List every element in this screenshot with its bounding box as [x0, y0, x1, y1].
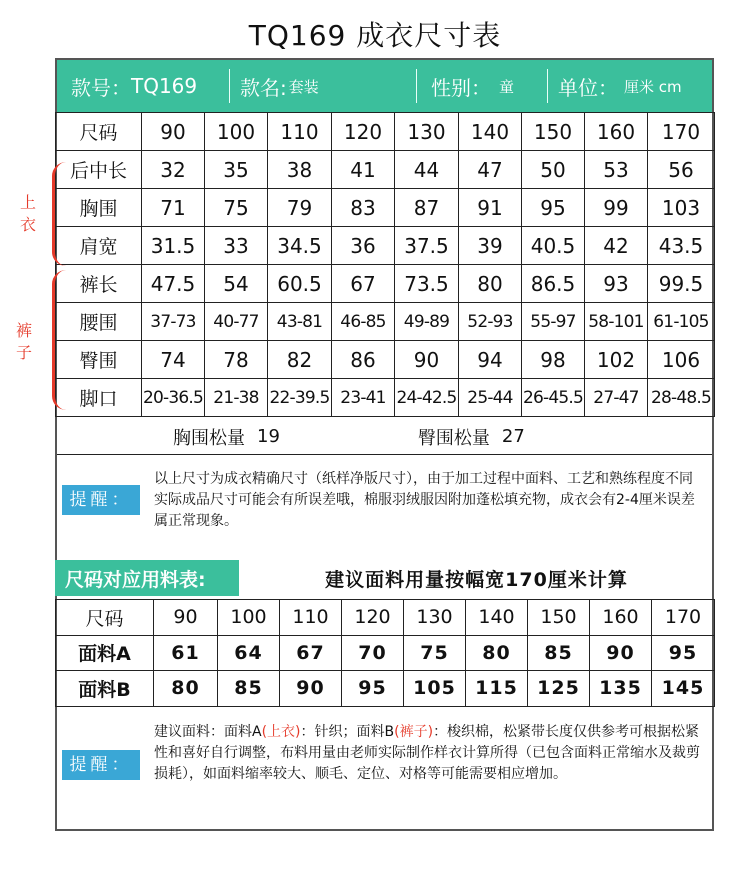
table-cell: 115 — [466, 671, 528, 707]
table-cell: 24-42.5 — [395, 379, 459, 417]
table-cell: 33 — [205, 227, 268, 265]
table-cell: 37.5 — [395, 227, 459, 265]
table-cell: 64 — [218, 635, 280, 671]
table-cell: 22-39.5 — [268, 379, 332, 417]
table-cell: 61-105 — [648, 303, 715, 341]
table-row — [56, 379, 715, 417]
row-label: 臀围 — [56, 341, 142, 379]
table-row — [56, 265, 715, 303]
fabric-advice: 建议面料用量按幅宽170厘米计算 — [325, 568, 628, 591]
size-table — [55, 112, 715, 417]
page-title: TQ169 成衣尺寸表 — [248, 19, 502, 52]
table-cell: 46-85 — [332, 303, 395, 341]
table-cell: 36 — [332, 227, 395, 265]
table-cell: 37-73 — [142, 303, 205, 341]
column-header: 160 — [590, 600, 652, 636]
column-header: 160 — [585, 113, 648, 151]
table-cell: 25-44 — [459, 379, 522, 417]
table-cell: 90 — [280, 671, 342, 707]
style-number-value: TQ169 — [131, 74, 198, 98]
hip-ease-value: 27 — [501, 426, 525, 447]
unit — [548, 60, 712, 112]
table-cell: 23-41 — [332, 379, 395, 417]
row-label: 胸围 — [56, 189, 142, 227]
bottom-group-bracket — [52, 270, 68, 410]
table-cell: 73.5 — [395, 265, 459, 303]
table-row — [56, 341, 715, 379]
fabric-reminder-text — [154, 722, 702, 785]
table-cell: 105 — [404, 671, 466, 707]
column-header: 110 — [280, 600, 342, 636]
style-name-label: 款名: — [240, 75, 287, 100]
product-info-bar — [57, 60, 712, 112]
reminder-text: 以上尺寸为成衣精确尺寸（纸样净版尺寸），由于加工过程中面料、工艺和熟练程度不同实际成品尺寸可能会有所误差哦，棉服羽绒服因附加蓬松填充物，成衣会有2-4厘米误差属正常现象。 — [154, 471, 695, 529]
column-header: 170 — [648, 113, 715, 151]
table-cell: 102 — [585, 341, 648, 379]
table-cell: 32 — [142, 151, 205, 189]
table-cell: 98 — [522, 341, 585, 379]
gender — [417, 60, 547, 112]
style-name-value: 套装 — [288, 77, 319, 96]
table-cell: 106 — [648, 341, 715, 379]
table-cell: 71 — [142, 189, 205, 227]
table-cell: 145 — [652, 671, 715, 707]
table-cell: 60.5 — [268, 265, 332, 303]
table-cell: 42 — [585, 227, 648, 265]
table-cell: 90 — [590, 635, 652, 671]
column-header: 120 — [332, 113, 395, 151]
reminder-text-part: 建议面料：面料A — [154, 724, 262, 740]
row-label: 后中长 — [56, 151, 142, 189]
table-cell: 28-48.5 — [648, 379, 715, 417]
top-group-label: 上衣 — [19, 193, 36, 234]
table-cell: 54 — [205, 265, 268, 303]
table-cell: 79 — [268, 189, 332, 227]
reminder-text-part: ：梭织棉，松紧带长度仅供参考可根据松紧性和喜好自行调整，布料用量由老师实际制作样衣计算所得（已包含面料正常缩水及裁剪损耗），如面料缩率较大、顺毛、定位、对格等可能需要相应增加。 — [154, 724, 700, 782]
reminder-badge: 提醒： — [62, 485, 140, 515]
table-cell: 75 — [205, 189, 268, 227]
table-cell: 95 — [652, 635, 715, 671]
chest-ease-label: 胸围松量 — [173, 427, 245, 449]
table-cell: 43.5 — [648, 227, 715, 265]
table-cell: 135 — [590, 671, 652, 707]
table-cell: 125 — [528, 671, 590, 707]
fabric-a-usage: (上衣) — [261, 724, 301, 740]
table-cell: 34.5 — [268, 227, 332, 265]
table-cell: 35 — [205, 151, 268, 189]
table-cell: 38 — [268, 151, 332, 189]
row-label: 面料A — [56, 635, 154, 671]
table-cell: 80 — [459, 265, 522, 303]
row-label: 面料B — [56, 671, 154, 707]
table-cell: 82 — [268, 341, 332, 379]
fabric-header-title: 尺码对应用料表: — [55, 560, 239, 596]
table-cell: 75 — [404, 635, 466, 671]
row-label: 肩宽 — [56, 227, 142, 265]
gender-value: 童 — [499, 77, 515, 96]
table-cell: 49-89 — [395, 303, 459, 341]
table-row — [56, 635, 715, 671]
table-cell: 44 — [395, 151, 459, 189]
table-cell: 67 — [280, 635, 342, 671]
table-cell: 86 — [332, 341, 395, 379]
column-header: 130 — [404, 600, 466, 636]
table-cell: 58-101 — [585, 303, 648, 341]
fabric-b-usage: (裤子) — [394, 724, 434, 740]
table-cell: 91 — [459, 189, 522, 227]
column-header: 90 — [142, 113, 205, 151]
table-cell: 93 — [585, 265, 648, 303]
table-cell: 83 — [332, 189, 395, 227]
fabric-header-row — [56, 600, 715, 636]
table-cell: 85 — [528, 635, 590, 671]
table-cell: 74 — [142, 341, 205, 379]
table-cell: 47.5 — [142, 265, 205, 303]
column-header: 100 — [218, 600, 280, 636]
column-header: 120 — [342, 600, 404, 636]
table-row — [56, 303, 715, 341]
table-cell: 39 — [459, 227, 522, 265]
table-cell: 41 — [332, 151, 395, 189]
table-row — [56, 189, 715, 227]
column-header: 170 — [652, 600, 715, 636]
table-row — [56, 671, 715, 707]
table-cell: 94 — [459, 341, 522, 379]
table-cell: 20-36.5 — [142, 379, 205, 417]
unit-value: 厘米 cm — [624, 77, 682, 96]
style-number — [57, 60, 229, 112]
fabric-table — [55, 599, 715, 707]
table-cell: 78 — [205, 341, 268, 379]
table-cell: 26-45.5 — [522, 379, 585, 417]
column-header: 150 — [528, 600, 590, 636]
table-cell: 80 — [154, 671, 218, 707]
table-cell: 86.5 — [522, 265, 585, 303]
column-header: 尺码 — [56, 113, 142, 151]
table-cell: 85 — [218, 671, 280, 707]
table-cell: 40-77 — [205, 303, 268, 341]
table-row — [56, 151, 715, 189]
chest-ease-value: 19 — [257, 426, 280, 447]
style-name — [230, 60, 416, 112]
hip-ease-label: 臀围松量 — [417, 427, 490, 449]
table-cell: 61 — [154, 635, 218, 671]
table-cell: 21-38 — [205, 379, 268, 417]
table-cell: 31.5 — [142, 227, 205, 265]
unit-label: 单位： — [558, 75, 618, 100]
column-header: 100 — [205, 113, 268, 151]
table-cell: 103 — [648, 189, 715, 227]
column-header: 尺码 — [56, 600, 154, 636]
column-header: 150 — [522, 113, 585, 151]
row-label: 脚口 — [56, 379, 142, 417]
table-cell: 95 — [342, 671, 404, 707]
fabric-header — [55, 560, 714, 596]
table-row — [56, 227, 715, 265]
table-cell: 56 — [648, 151, 715, 189]
reminder-badge: 提醒： — [62, 750, 140, 780]
column-header: 140 — [466, 600, 528, 636]
gender-label: 性别： — [431, 75, 491, 100]
size-header-row — [56, 113, 715, 151]
ease-row — [57, 419, 712, 455]
column-header: 130 — [395, 113, 459, 151]
table-cell: 47 — [459, 151, 522, 189]
column-header: 110 — [268, 113, 332, 151]
table-cell: 99.5 — [648, 265, 715, 303]
column-header: 90 — [154, 600, 218, 636]
table-cell: 50 — [522, 151, 585, 189]
table-cell: 80 — [466, 635, 528, 671]
table-cell: 40.5 — [522, 227, 585, 265]
reminder-text-part: ：针织；面料B — [300, 724, 395, 740]
table-cell: 67 — [332, 265, 395, 303]
table-cell: 43-81 — [268, 303, 332, 341]
row-label: 腰围 — [56, 303, 142, 341]
table-cell: 52-93 — [459, 303, 522, 341]
table-cell: 27-47 — [585, 379, 648, 417]
table-cell: 90 — [395, 341, 459, 379]
column-header: 140 — [459, 113, 522, 151]
row-label: 裤长 — [56, 265, 142, 303]
table-cell: 53 — [585, 151, 648, 189]
style-number-label: 款号： — [71, 75, 131, 100]
top-group-bracket — [52, 162, 68, 266]
table-cell: 99 — [585, 189, 648, 227]
bottom-group-label: 裤子 — [15, 321, 32, 362]
table-cell: 55-97 — [522, 303, 585, 341]
table-cell: 70 — [342, 635, 404, 671]
table-cell: 87 — [395, 189, 459, 227]
table-cell: 95 — [522, 189, 585, 227]
